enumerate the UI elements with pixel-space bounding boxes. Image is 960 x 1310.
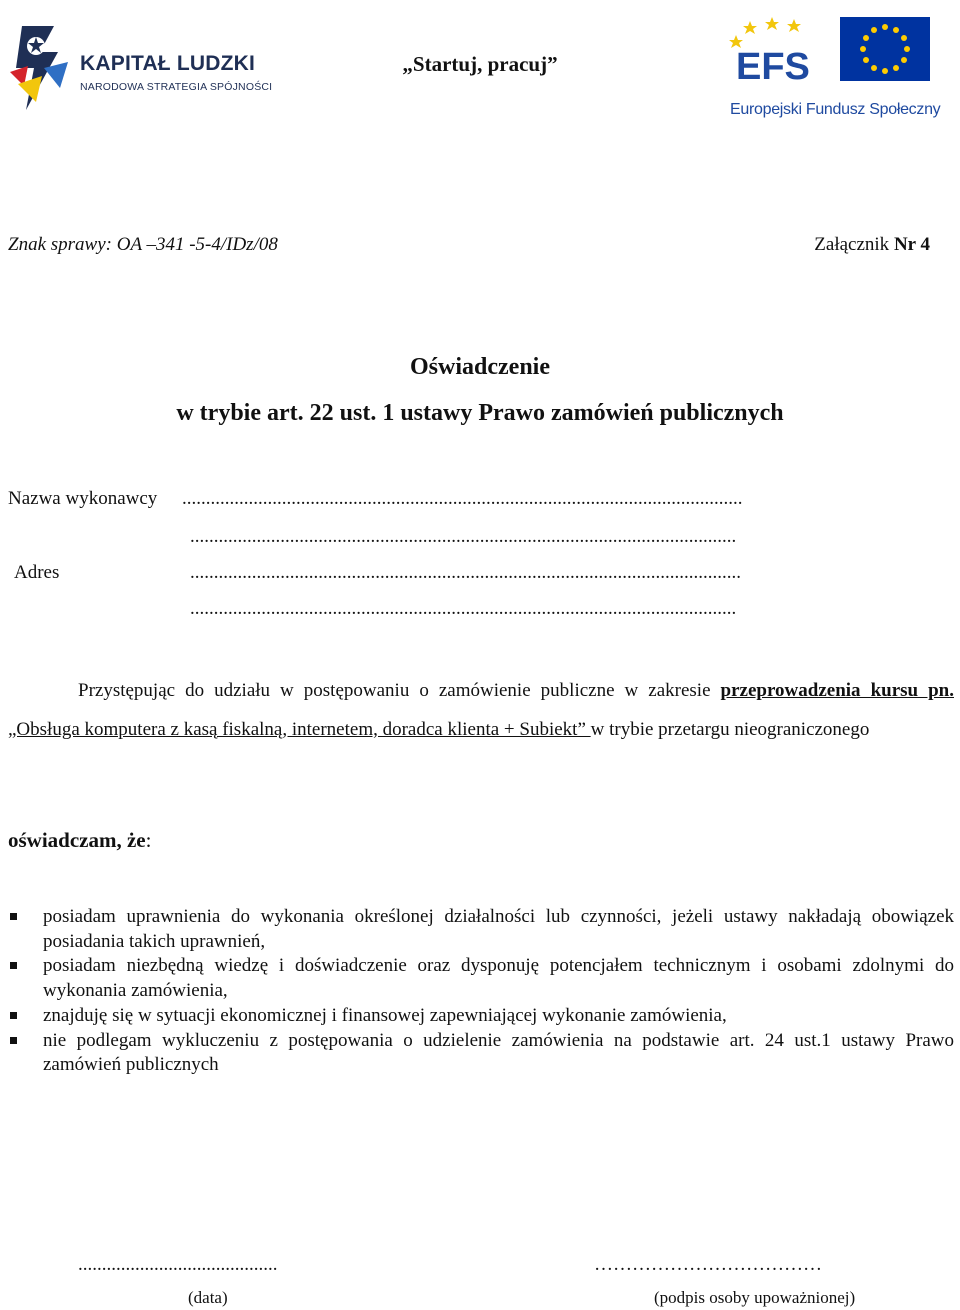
efs-acronym: EFS xyxy=(736,46,810,88)
declaration-heading xyxy=(8,828,151,853)
intro-text-1: Przystępując do udziału w postępowaniu o zamówienie publiczne w zakresie xyxy=(78,680,721,701)
annex-prefix: Załącznik xyxy=(814,234,894,255)
declaration-bold: oświadczam, że xyxy=(8,828,146,852)
document-title: Oświadczenie xyxy=(410,354,550,380)
date-field: .......................................... xyxy=(78,1254,278,1275)
contractor-name-label: Nazwa wykonawcy xyxy=(8,488,158,509)
slogan: „Startuj, pracuj” xyxy=(402,52,558,76)
contractor-name-field: ...................................................................................................................... xyxy=(182,488,743,509)
condition-text: znajduję się w sytuacji ekonomicznej i finansowej zapewniającej wykonanie zamówienia, xyxy=(43,1004,727,1026)
condition-text: nie podlegam wykluczeniu z postępowania o udzielenie zamówienia na podstawie art. 24 ust.1 ustawy Prawo zamówień publicznych xyxy=(43,1029,954,1076)
list-item xyxy=(8,905,954,954)
case-reference: Znak sprawy: OA –341 -5-4/IDz/08 xyxy=(8,234,278,255)
kapital-ludzki-name: KAPITAŁ LUDZKI xyxy=(80,52,256,75)
intro-course-label: przeprowadzenia kursu pn. xyxy=(720,680,954,701)
efs-emblem-icon xyxy=(728,15,933,99)
kapital-ludzki-emblem-icon xyxy=(8,22,74,114)
square-bullet-icon xyxy=(10,962,17,969)
conditions-list xyxy=(8,905,954,1078)
efs-caption: Europejski Fundusz Społeczny xyxy=(730,101,941,118)
annex-number: Nr 4 xyxy=(893,234,930,255)
list-item xyxy=(8,1029,954,1078)
signature-label: (podpis osoby upoważnionej) xyxy=(654,1288,856,1307)
square-bullet-icon xyxy=(10,913,17,920)
intro-text-2: w trybie przetargu nieograniczonego xyxy=(590,718,870,740)
square-bullet-icon xyxy=(10,1012,17,1019)
annex-label xyxy=(814,234,930,256)
signature-field: ……………………………… xyxy=(594,1254,822,1275)
intro-course-name: „Obsługa komputera z kasą fiskalną, internetem, doradca klienta + Subiekt” xyxy=(8,718,591,740)
efs-logo xyxy=(728,15,941,130)
declaration-colon: : xyxy=(145,828,152,852)
address-field: .................................................................................................................... xyxy=(190,562,741,583)
condition-text: posiadam uprawnienia do wykonania określonej działalności lub czynności, jeżeli ustawy nakładają obowiązek posiadania takich uprawnień, xyxy=(43,906,954,952)
kapital-ludzki-subtitle: NARODOWA STRATEGIA SPÓJNOŚCI xyxy=(80,81,273,93)
condition-text: posiadam niezbędną wiedzę i doświadczenie oraz dysponuję potencjałem technicznym i osobami zdolnymi do wykonania zamówienia, xyxy=(43,955,954,1002)
square-bullet-icon xyxy=(10,1037,17,1044)
list-item xyxy=(8,954,954,1003)
date-label: (data) xyxy=(188,1288,228,1307)
kapital-ludzki-logo xyxy=(8,22,273,114)
list-item xyxy=(8,1004,954,1029)
contractor-name-field-line-2: ................................................................................................................... xyxy=(190,526,737,547)
document-subtitle: w trybie art. 22 ust. 1 ustawy Prawo zamówień publicznych xyxy=(176,400,784,426)
address-label: Adres xyxy=(14,562,60,583)
address-field-line-2: ................................................................................................................... xyxy=(190,598,737,619)
intro-paragraph xyxy=(8,672,954,749)
